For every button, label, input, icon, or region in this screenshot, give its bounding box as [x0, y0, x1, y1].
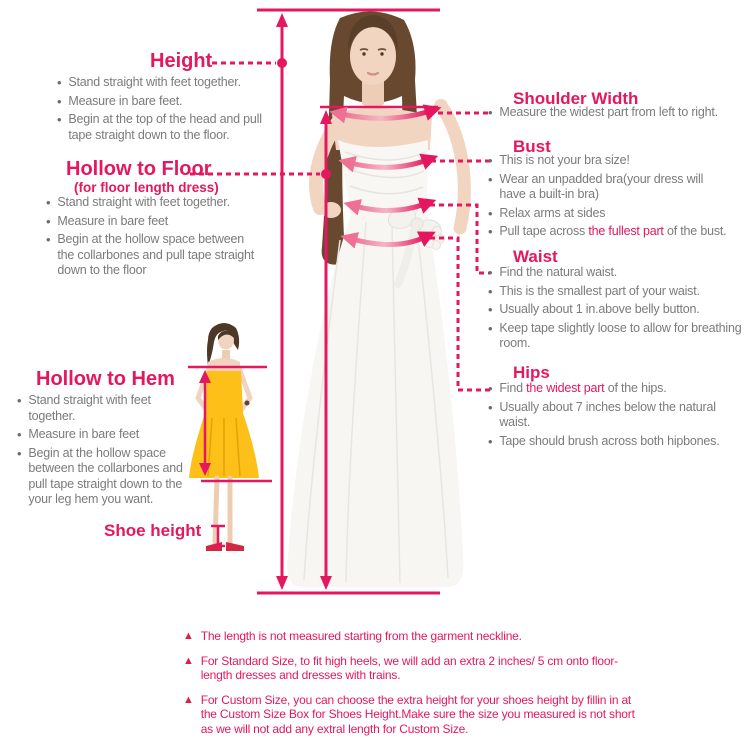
yellow-dress-bodice	[205, 371, 243, 413]
bullet-text: • Stand straight with feet together.	[68, 75, 241, 89]
warning-triangle-icon: ▲	[183, 654, 194, 667]
model-right-arm	[444, 110, 464, 228]
model-face	[350, 27, 396, 85]
small-model-illustration	[189, 323, 259, 551]
bullet-text-plain: of the bust.	[663, 224, 727, 238]
section-title-hollow-to-floor: Hollow to Floor	[66, 158, 212, 180]
gown-skirt	[287, 212, 463, 587]
bullet-text	[499, 381, 666, 397]
bullet-text: • Measure in bare feet	[57, 213, 169, 228]
warning-triangle-icon: ▲	[183, 693, 194, 706]
bullet-text-highlight: the fullest part	[588, 224, 664, 238]
bullet-text: • Stand straight with feet together.	[57, 195, 230, 209]
waist-bullet-list	[488, 265, 744, 355]
section-title-hips: Hips	[513, 363, 550, 382]
bullet-text	[499, 224, 726, 240]
hollow-to-floor-bullet-list	[46, 195, 258, 282]
hips-bullet-list	[488, 381, 746, 452]
note-item	[183, 654, 635, 683]
bullet-text: • Begin at the hollow space between the collarbones and pull tape straight down to the floor	[57, 232, 255, 277]
bullet-text: • Begin at the top of the head and pull tape straight down to the floor.	[68, 112, 262, 142]
note-item	[183, 693, 635, 737]
hollow-to-hem-bullet-list	[17, 393, 195, 511]
hollow-to-floor-subtitle: (for floor length dress)	[74, 180, 219, 195]
bullet-text: • Keep tape slightly loose to allow for breathing room.	[499, 320, 742, 350]
bullet-text: • This is the smallest part of your waist.	[499, 283, 700, 298]
section-title-height: Height	[150, 50, 213, 72]
shoe-height-label: Shoe height	[104, 521, 202, 540]
section-title-waist: Waist	[513, 247, 558, 266]
bullet-text: • Measure in bare feet	[28, 427, 140, 441]
bullet-text: • This is not your bra size!	[499, 153, 630, 167]
section-title-bust: Bust	[513, 137, 551, 156]
section-title-hollow-to-hem: Hollow to Hem	[36, 368, 175, 390]
main-model-illustration	[287, 11, 464, 587]
bust-bullet-list	[488, 153, 744, 243]
bullet-text: • Measure the widest part from left to right.	[499, 105, 718, 119]
section-title-shoulder-width: Shoulder Width	[513, 89, 639, 108]
bullet-text: • Find the natural waist.	[499, 265, 618, 279]
shoulder-width-bullet-list	[488, 105, 750, 124]
bullet-text: • Tape should brush across both hipbones.	[499, 433, 720, 448]
bullet-text-plain: Pull tape across	[499, 224, 589, 238]
note-text: For Custom Size, you can choose the extra height for your shoes height by fillin in at the Custom Size Box for Shoes Height.Make sure the size you measured is not short as we will not add any extral length for Custom Size.	[200, 692, 635, 736]
bullet-text: • Relax arms at sides	[499, 205, 606, 220]
bullet-text: • Usually about 7 inches below the natural waist.	[499, 399, 716, 429]
footer-notes	[183, 629, 635, 746]
bullet-text-plain: Find	[499, 381, 527, 395]
bullet-text: • Measure in bare feet.	[68, 93, 183, 108]
small-model-shoe	[226, 542, 244, 551]
bullet-text: • Begin at the hollow space between the collarbones and pull tape straight down to the your leg hem you want.	[28, 445, 183, 506]
bullet-text: • Stand straight with feet together.	[28, 393, 151, 423]
note-text: For Standard Size, to fit high heels, we will add an extra 2 inches/ 5 cm onto floor-length dresses and dresses with trains.	[200, 653, 618, 682]
note-text: The length is not measured starting from the garment neckline.	[200, 629, 522, 643]
note-item	[183, 629, 635, 644]
height-bullet-list	[57, 75, 269, 146]
warning-triangle-icon: ▲	[183, 630, 194, 642]
bullet-text: • Wear an unpadded bra(your dress will have a built-in bra)	[499, 171, 704, 201]
bullet-text: • Usually about 1 in.above belly button.	[499, 302, 700, 316]
bullet-text-highlight: the widest part	[526, 381, 605, 395]
bullet-text-plain: of the hips.	[604, 381, 667, 395]
